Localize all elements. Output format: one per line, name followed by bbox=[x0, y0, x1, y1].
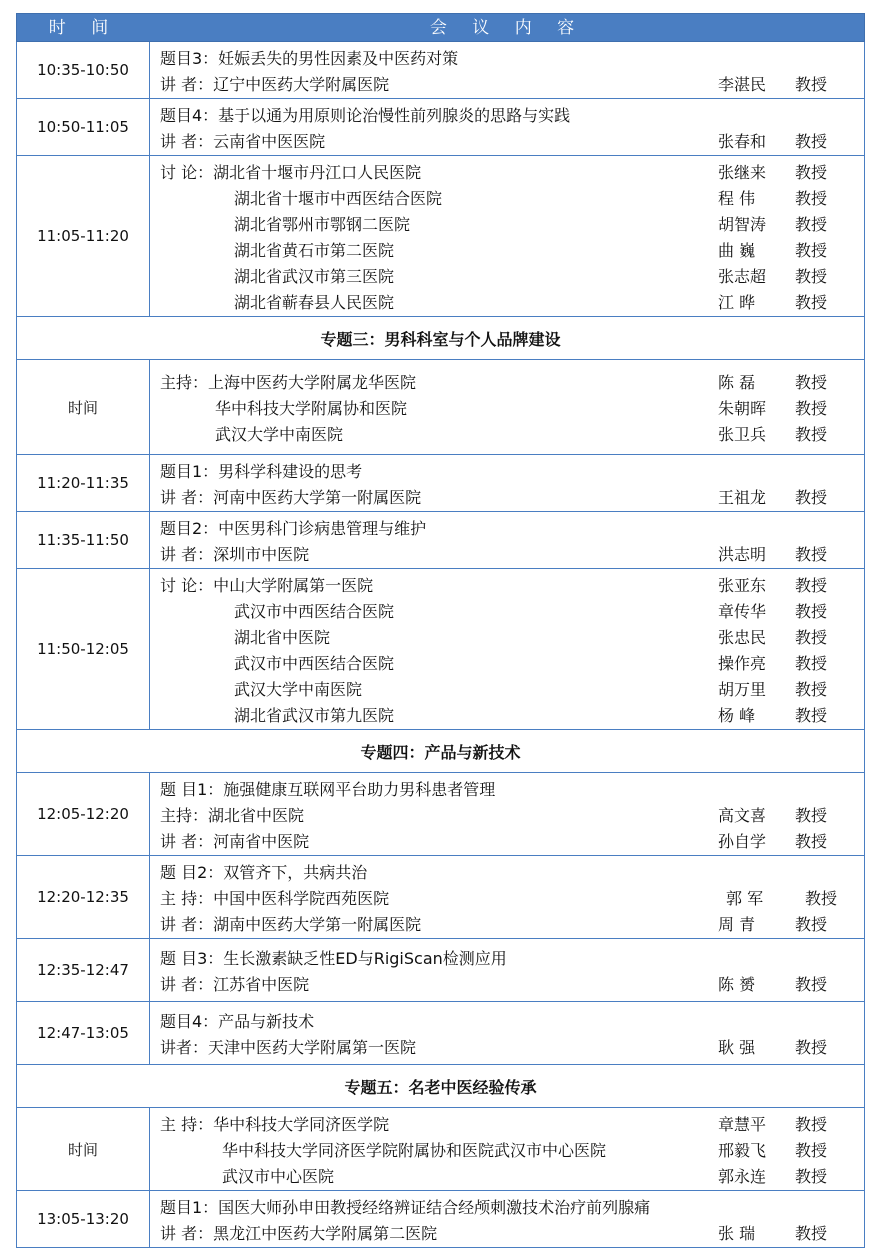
speaker-text: 讲 者：江苏省中医院 bbox=[160, 974, 310, 994]
person-name: 郭 军 bbox=[726, 888, 764, 908]
person-title: 教授 bbox=[795, 679, 828, 699]
person-name: 曲 巍 bbox=[718, 240, 756, 260]
host-text: 主持：湖北省中医院 bbox=[160, 805, 305, 825]
person-title: 教授 bbox=[795, 653, 828, 673]
person-title: 教授 bbox=[795, 162, 828, 182]
discussion-text: 武汉市中西医结合医院 bbox=[234, 601, 395, 621]
person-name: 张忠民 bbox=[718, 627, 767, 647]
host-text: 武汉市中心医院 bbox=[222, 1166, 335, 1186]
time-cell: 12:35-12:47 bbox=[17, 939, 150, 1001]
discussion-text: 武汉大学中南医院 bbox=[234, 679, 363, 699]
person-name: 王祖龙 bbox=[718, 487, 767, 507]
person-title: 教授 bbox=[795, 487, 828, 507]
person-title: 教授 bbox=[795, 266, 828, 286]
section-title: 专题四：产品与新技术 bbox=[16, 730, 865, 773]
agenda-row bbox=[16, 1002, 865, 1065]
person-name: 邢毅飞 bbox=[718, 1140, 767, 1160]
person-name: 江 晔 bbox=[718, 292, 756, 312]
person-name: 周 青 bbox=[718, 914, 756, 934]
agenda-row bbox=[16, 856, 865, 939]
person-title: 教授 bbox=[795, 1037, 828, 1057]
person-name: 章慧平 bbox=[718, 1114, 767, 1134]
person-name: 张亚东 bbox=[718, 575, 767, 595]
speaker-text: 讲 者：河南中医药大学第一附属医院 bbox=[160, 487, 422, 507]
topic-text: 题目2：中医男科门诊病患管理与维护 bbox=[160, 518, 427, 538]
agenda-row bbox=[16, 42, 865, 99]
person-name: 高文喜 bbox=[718, 805, 767, 825]
host-text: 主持：上海中医药大学附属龙华医院 bbox=[160, 372, 417, 392]
person-title: 教授 bbox=[795, 601, 828, 621]
agenda-row bbox=[16, 360, 865, 455]
person-title: 教授 bbox=[795, 805, 828, 825]
person-title: 教授 bbox=[795, 974, 828, 994]
person-name: 孙自学 bbox=[718, 831, 767, 851]
time-cell: 12:20-12:35 bbox=[17, 856, 150, 938]
person-title: 教授 bbox=[795, 372, 828, 392]
speaker-text: 讲 者：湖南中医药大学第一附属医院 bbox=[160, 914, 422, 934]
person-name: 杨 峰 bbox=[718, 705, 756, 725]
speaker-text: 讲 者：云南省中医医院 bbox=[160, 131, 326, 151]
person-name: 张 瑞 bbox=[718, 1223, 756, 1243]
person-title: 教授 bbox=[795, 575, 828, 595]
person-title: 教授 bbox=[795, 1114, 828, 1134]
topic-text: 题目1：男科学科建设的思考 bbox=[160, 461, 363, 481]
agenda-table bbox=[16, 13, 865, 1248]
person-title: 教授 bbox=[795, 1166, 828, 1186]
topic-text: 题目1：国医大师孙申田教授经络辨证结合经颅刺激技术治疗前列腺痛 bbox=[160, 1197, 651, 1217]
discussion-text: 湖北省中医院 bbox=[234, 627, 331, 647]
discussion-text: 讨 论：中山大学附属第一医院 bbox=[160, 575, 374, 595]
discussion-text: 湖北省十堰市中西医结合医院 bbox=[234, 188, 443, 208]
discussion-text: 湖北省鄂州市鄂钢二医院 bbox=[234, 214, 411, 234]
person-name: 程 伟 bbox=[718, 188, 756, 208]
person-name: 朱朝晖 bbox=[718, 398, 767, 418]
speaker-text: 讲 者：辽宁中医药大学附属医院 bbox=[160, 74, 390, 94]
time-cell: 12:05-12:20 bbox=[17, 773, 150, 855]
time-cell: 10:50-11:05 bbox=[17, 99, 150, 155]
person-title: 教授 bbox=[795, 544, 828, 564]
person-title: 教授 bbox=[795, 188, 828, 208]
person-name: 胡智涛 bbox=[718, 214, 767, 234]
speaker-text: 讲 者：河南省中医院 bbox=[160, 831, 310, 851]
agenda-row bbox=[16, 773, 865, 856]
topic-text: 题目3：妊娠丢失的男性因素及中医药对策 bbox=[160, 48, 459, 68]
person-title: 教授 bbox=[795, 424, 828, 444]
person-name: 张春和 bbox=[718, 131, 767, 151]
time-cell: 11:20-11:35 bbox=[17, 455, 150, 511]
agenda-row bbox=[16, 99, 865, 156]
person-title: 教授 bbox=[795, 705, 828, 725]
time-cell: 10:35-10:50 bbox=[17, 42, 150, 98]
host-text: 华中科技大学附属协和医院 bbox=[215, 398, 408, 418]
agenda-row bbox=[16, 569, 865, 730]
speaker-text: 讲者：天津中医药大学附属第一医院 bbox=[160, 1037, 417, 1057]
discussion-text: 武汉市中西医结合医院 bbox=[234, 653, 395, 673]
person-name: 操作亮 bbox=[718, 653, 767, 673]
topic-text: 题 目2：双管齐下，共病共治 bbox=[160, 862, 368, 882]
person-title: 教授 bbox=[795, 131, 828, 151]
person-name: 陈 赟 bbox=[718, 974, 756, 994]
person-title: 教授 bbox=[805, 888, 838, 908]
topic-text: 题目4：产品与新技术 bbox=[160, 1011, 315, 1031]
discussion-text: 湖北省黄石市第二医院 bbox=[234, 240, 395, 260]
topic-text: 题目4：基于以通为用原则论治慢性前列腺炎的思路与实践 bbox=[160, 105, 571, 125]
host-text: 华中科技大学同济医学院附属协和医院武汉市中心医院 bbox=[222, 1140, 607, 1160]
discussion-text: 讨 论：湖北省十堰市丹江口人民医院 bbox=[160, 162, 422, 182]
time-cell: 时间 bbox=[17, 1108, 150, 1190]
person-name: 张卫兵 bbox=[718, 424, 767, 444]
person-name: 洪志明 bbox=[718, 544, 767, 564]
person-name: 章传华 bbox=[718, 601, 767, 621]
person-title: 教授 bbox=[795, 398, 828, 418]
time-cell: 11:35-11:50 bbox=[17, 512, 150, 568]
person-name: 耿 强 bbox=[718, 1037, 756, 1057]
person-name: 李湛民 bbox=[718, 74, 767, 94]
time-cell: 13:05-13:20 bbox=[17, 1191, 150, 1247]
person-title: 教授 bbox=[795, 214, 828, 234]
agenda-row bbox=[16, 455, 865, 512]
agenda-row bbox=[16, 156, 865, 317]
topic-text: 题 目3：生长激素缺乏性ED与RigiScan检测应用 bbox=[160, 948, 507, 968]
agenda-row bbox=[16, 512, 865, 569]
table-header bbox=[16, 13, 865, 42]
person-title: 教授 bbox=[795, 831, 828, 851]
person-name: 张继来 bbox=[718, 162, 767, 182]
discussion-text: 湖北省武汉市第九医院 bbox=[234, 705, 395, 725]
person-title: 教授 bbox=[795, 1140, 828, 1160]
time-cell: 时间 bbox=[17, 360, 150, 454]
agenda-row bbox=[16, 1108, 865, 1191]
agenda-row bbox=[16, 939, 865, 1002]
person-name: 陈 磊 bbox=[718, 372, 756, 392]
host-text: 武汉大学中南医院 bbox=[215, 424, 344, 444]
time-cell: 12:47-13:05 bbox=[17, 1002, 150, 1064]
person-title: 教授 bbox=[795, 627, 828, 647]
speaker-text: 讲 者：黑龙江中医药大学附属第二医院 bbox=[160, 1223, 438, 1243]
speaker-text: 讲 者：深圳市中医院 bbox=[160, 544, 310, 564]
person-title: 教授 bbox=[795, 1223, 828, 1243]
section-title: 专题五：名老中医经验传承 bbox=[16, 1065, 865, 1108]
agenda-row bbox=[16, 1191, 865, 1248]
time-cell: 11:50-12:05 bbox=[17, 569, 150, 729]
time-cell: 11:05-11:20 bbox=[17, 156, 150, 316]
host-text: 主 持：华中科技大学同济医学院 bbox=[160, 1114, 390, 1134]
discussion-text: 湖北省武汉市第三医院 bbox=[234, 266, 395, 286]
discussion-text: 湖北省蕲春县人民医院 bbox=[234, 292, 395, 312]
host-text: 主 持：中国中医科学院西苑医院 bbox=[160, 888, 390, 908]
person-name: 胡万里 bbox=[718, 679, 767, 699]
person-title: 教授 bbox=[795, 292, 828, 312]
person-title: 教授 bbox=[795, 240, 828, 260]
header-content: 会 议 内 容 bbox=[429, 18, 585, 38]
person-title: 教授 bbox=[795, 914, 828, 934]
person-name: 张志超 bbox=[718, 266, 767, 286]
header-time: 时 间 bbox=[48, 18, 119, 38]
person-name: 郭永连 bbox=[718, 1166, 767, 1186]
topic-text: 题 目1：施强健康互联网平台助力男科患者管理 bbox=[160, 779, 496, 799]
section-title: 专题三：男科科室与个人品牌建设 bbox=[16, 317, 865, 360]
person-title: 教授 bbox=[795, 74, 828, 94]
